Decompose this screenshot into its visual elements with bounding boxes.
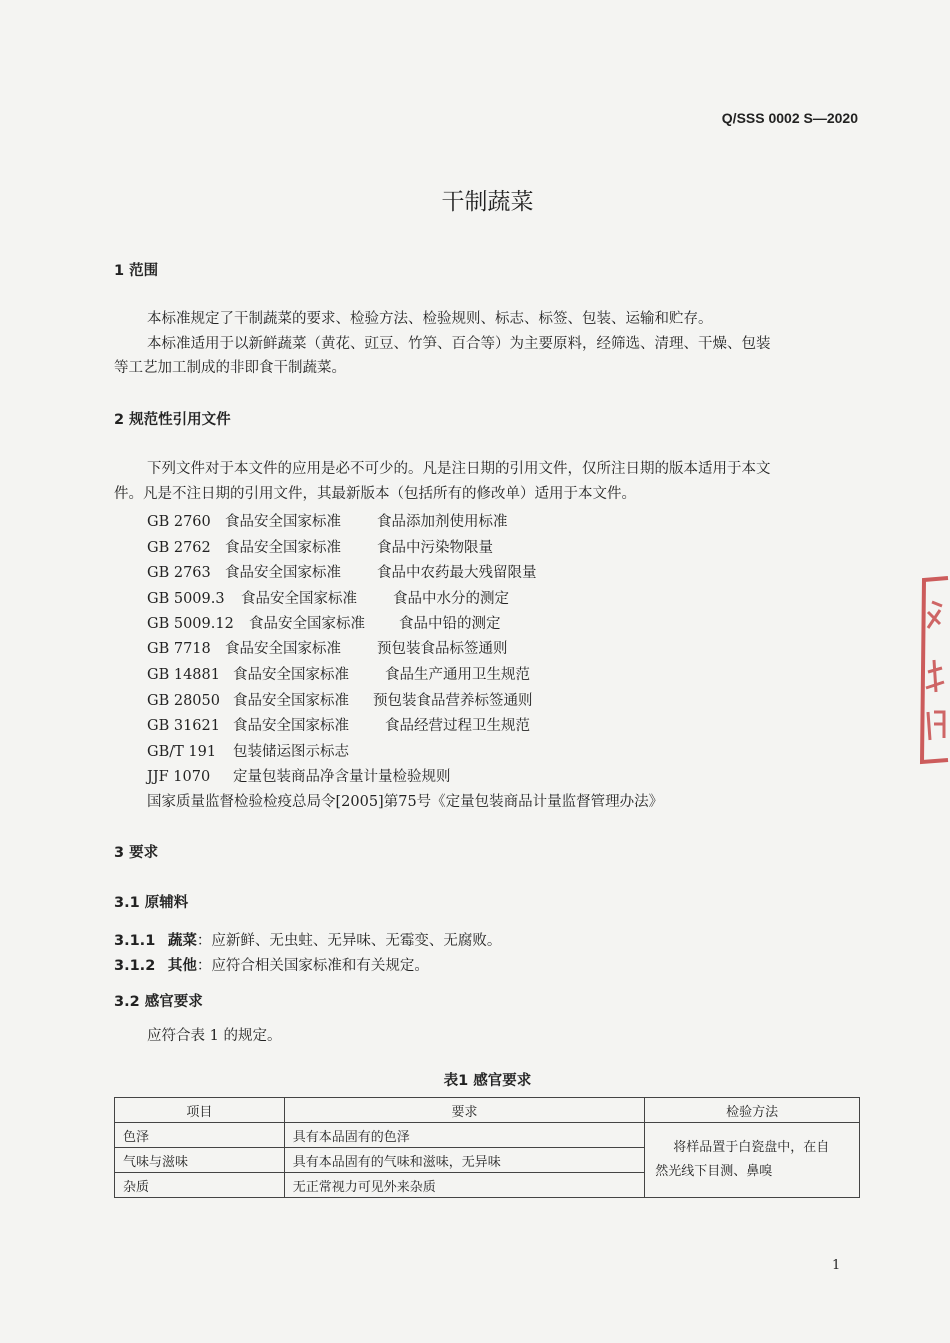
table-cell-requirement: 具有本品固有的气味和滋味，无异味 — [284, 1148, 644, 1173]
table-cell-requirement: 无正常视力可见外来杂质 — [284, 1173, 644, 1198]
reference-name: 食品添加剂使用标准 — [377, 514, 508, 530]
reference-category: 食品安全国家标准 — [225, 641, 341, 657]
reference-category: 食品安全国家标准 — [225, 540, 341, 556]
scope-paragraph-2-line-2: 等工艺加工制成的非即食干制蔬菜。 — [114, 360, 346, 376]
reference-name: 食品中污染物限量 — [377, 540, 493, 556]
reference-category: 食品安全国家标准 — [233, 667, 349, 683]
requirement-other — [114, 954, 429, 975]
reference-item — [147, 765, 451, 786]
method-line-2: 然光线下目测、鼻嗅 — [655, 1164, 773, 1179]
sensory-text: 应符合表 1 的规定。 — [147, 1028, 282, 1044]
document-title: 干制蔬菜 — [441, 189, 534, 215]
reference-item — [147, 536, 493, 557]
table-cell-method — [645, 1123, 860, 1198]
table-cell-item: 杂质 — [115, 1173, 285, 1198]
table-header-method: 检验方法 — [645, 1098, 860, 1123]
reference-decree: 国家质量监督检验检疫总局令[2005]第75号《定量包装商品计量监督管理办法》 — [147, 794, 664, 810]
requirement-number: 3.1.1 — [114, 933, 156, 949]
reference-category: 定量包装商品净含量计量检验规则 — [233, 769, 451, 785]
seal-stamp-icon — [914, 572, 950, 767]
document-code: Q/SSS 0002 S—2020 — [721, 110, 858, 126]
reference-code: GB 7718 — [147, 641, 211, 657]
reference-category: 食品安全国家标准 — [241, 591, 357, 607]
reference-name: 预包装食品营养标签通则 — [373, 693, 533, 709]
reference-code: GB 5009.12 — [147, 616, 234, 632]
subsection-heading-raw-materials: 3.1 原辅料 — [114, 895, 189, 911]
scope-paragraph-2-line-1: 本标准适用于以新鲜蔬菜（黄花、豇豆、竹笋、百合等）为主要原料，经筛选、清理、干燥、包装 — [147, 336, 771, 352]
reference-code: GB 14881 — [147, 667, 220, 683]
table-header-row — [115, 1098, 860, 1123]
reference-item — [147, 561, 537, 582]
section-heading-scope: 1 范围 — [114, 263, 159, 279]
reference-code: GB/T 191 — [147, 744, 217, 760]
reference-item — [147, 510, 508, 531]
sensory-table — [114, 1097, 860, 1198]
reference-item — [147, 689, 533, 710]
requirement-label: 其他 — [167, 958, 197, 974]
reference-name: 食品中水分的测定 — [393, 591, 509, 607]
requirement-vegetables — [114, 929, 501, 950]
reference-category: 食品安全国家标准 — [225, 514, 341, 530]
table-cell-requirement: 具有本品固有的色泽 — [284, 1123, 644, 1148]
reference-category: 食品安全国家标准 — [233, 718, 349, 734]
reference-item — [147, 740, 349, 761]
reference-item — [147, 714, 530, 735]
reference-code: GB 2760 — [147, 514, 211, 530]
reference-item — [147, 663, 530, 684]
table-row — [115, 1123, 860, 1148]
requirement-text: ：应符合相关国家标准和有关规定。 — [196, 958, 429, 974]
table-header-requirement: 要求 — [284, 1098, 644, 1123]
page-number: 1 — [832, 1258, 841, 1273]
requirement-text: ：应新鲜、无虫蛀、无异味、无霉变、无腐败。 — [196, 933, 502, 949]
reference-code: GB 5009.3 — [147, 591, 225, 607]
reference-code: GB 2763 — [147, 565, 211, 581]
reference-code: GB 28050 — [147, 693, 220, 709]
reference-code: GB 2762 — [147, 540, 211, 556]
references-intro-line-1: 下列文件对于本文件的应用是必不可少的。凡是注日期的引用文件，仅所注日期的版本适用于本文 — [147, 461, 771, 477]
reference-category: 食品安全国家标准 — [225, 565, 341, 581]
reference-category: 包装储运图示标志 — [233, 744, 349, 760]
table-header-item: 项目 — [115, 1098, 285, 1123]
reference-category: 食品安全国家标准 — [233, 693, 349, 709]
requirement-number: 3.1.2 — [114, 958, 156, 974]
requirement-label: 蔬菜 — [167, 933, 197, 949]
reference-name: 预包装食品标签通则 — [377, 641, 508, 657]
reference-item — [147, 587, 509, 608]
reference-item — [147, 612, 501, 633]
reference-category: 食品安全国家标准 — [249, 616, 365, 632]
reference-name: 食品中农药最大残留限量 — [377, 565, 537, 581]
subsection-heading-sensory: 3.2 感官要求 — [114, 994, 203, 1010]
reference-code: GB 31621 — [147, 718, 220, 734]
method-line-1: 将样品置于白瓷盘中，在自 — [673, 1140, 830, 1155]
reference-item — [147, 637, 508, 658]
section-heading-references: 2 规范性引用文件 — [114, 412, 231, 428]
section-heading-requirements: 3 要求 — [114, 845, 159, 861]
reference-name: 食品生产通用卫生规范 — [385, 667, 530, 683]
reference-name: 食品经营过程卫生规范 — [385, 718, 530, 734]
table-cell-item: 色泽 — [115, 1123, 285, 1148]
table-cell-item: 气味与滋味 — [115, 1148, 285, 1173]
reference-name: 食品中铅的测定 — [399, 616, 501, 632]
references-intro-line-2: 件。凡是不注日期的引用文件，其最新版本（包括所有的修改单）适用于本文件。 — [114, 486, 636, 502]
reference-code: JJF 1070 — [147, 769, 211, 785]
table-title: 表1 感官要求 — [443, 1073, 532, 1089]
scope-paragraph-1: 本标准规定了干制蔬菜的要求、检验方法、检验规则、标志、标签、包装、运输和贮存。 — [147, 311, 713, 327]
